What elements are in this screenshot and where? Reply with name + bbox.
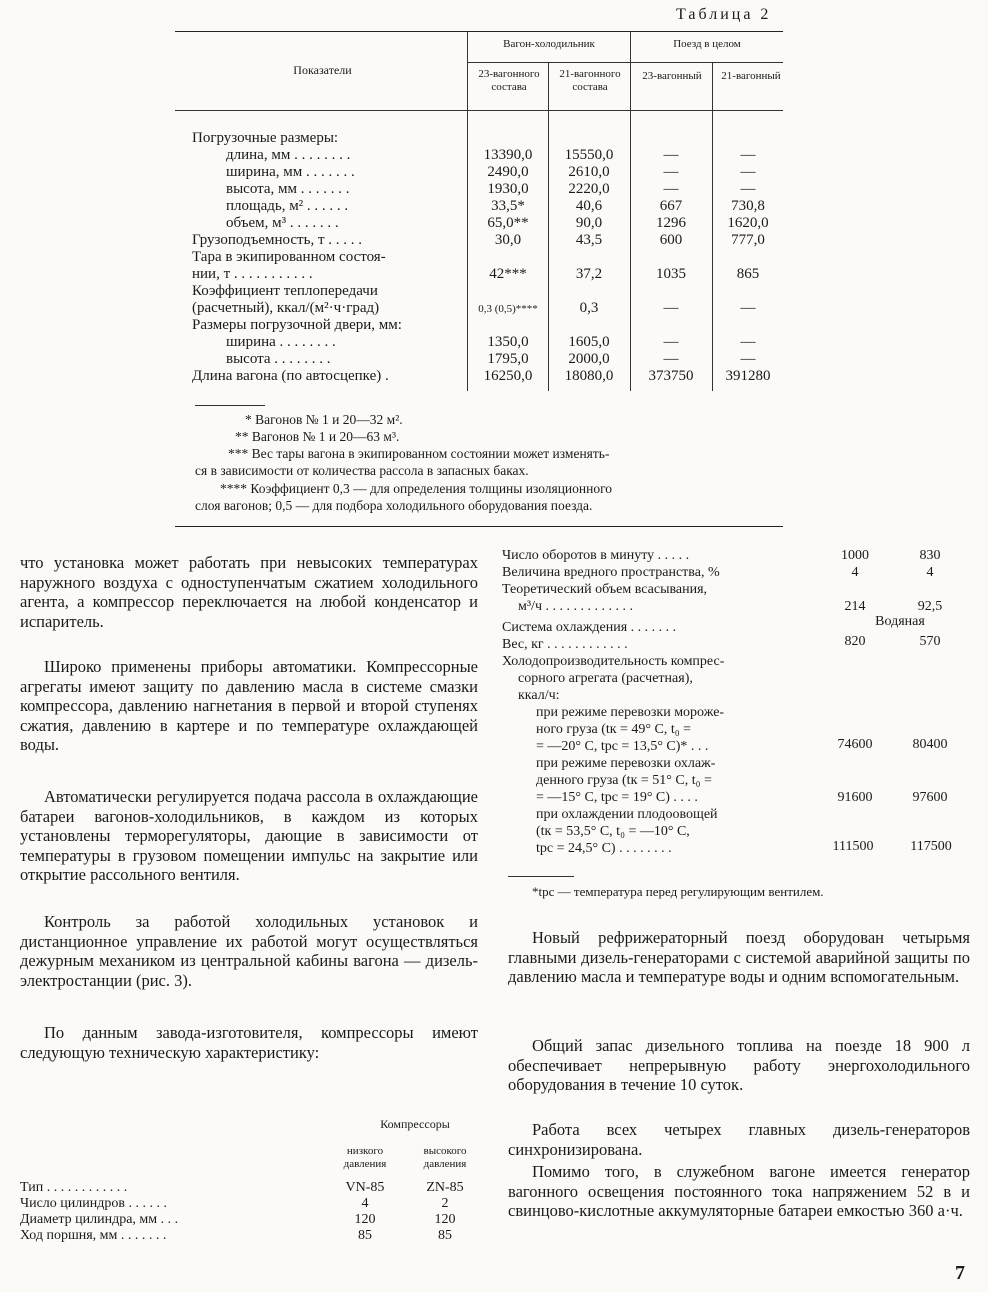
- spec-label: = —20° С, tрс = 13,5° С)* . . .: [536, 739, 709, 754]
- compressor-title: Компрессоры: [380, 1117, 450, 1131]
- row-label: объем, м³ . . . . . . .: [226, 215, 339, 231]
- row-label: высота . . . . . . . .: [226, 351, 331, 367]
- row-value: 1605,0: [568, 334, 610, 350]
- row-value: 42***: [489, 266, 527, 282]
- row-value: —: [663, 300, 679, 316]
- spec-low: 820: [844, 634, 866, 649]
- row-value: —: [663, 164, 679, 180]
- spec-footnote: *tрс — температура перед регулирующим вентилем.: [532, 884, 824, 899]
- footnote-rule: [195, 405, 265, 406]
- row-value: 13390,0: [483, 147, 533, 163]
- row-value: —: [740, 181, 756, 197]
- header-group-car: Вагон-холодильник: [503, 38, 595, 50]
- row-value: 391280: [725, 368, 771, 384]
- left-paragraph-3: Автоматически регулируется подача рассола в охлаждающие батареи вагонов-холодильников, в каждом из которых установлены терморегуляторы, дающие в зависимости от температуры в грузовом помещении импульс на закрытие или открытие рассольного вентиля.: [20, 787, 478, 884]
- right-paragraph-4: Помимо того, в служебном вагоне имеется генератор вагонного освещения постоянного тока напряжением 52 в и свинцово-кислотные аккумуляторные батареи емкостью 360 а·ч.: [508, 1162, 970, 1220]
- row-label: Погрузочные размеры:: [192, 130, 339, 146]
- header-col1: 23-вагонного состава: [478, 68, 540, 93]
- table-footnote: **** Коэффициент 0,3 — для определения толщины изоляционного: [220, 481, 613, 496]
- row-label: Размеры погрузочной двери, мм:: [192, 317, 402, 333]
- spec-label: ного груза (tк = 49° С, t₀ =: [536, 722, 692, 737]
- row-value: 1296: [656, 215, 686, 231]
- row-value: 373750: [648, 368, 694, 384]
- compressor-low-header: низкого давления: [343, 1145, 387, 1170]
- row-label: ширина, мм . . . . . . .: [226, 164, 355, 180]
- row-value: 667: [659, 198, 683, 214]
- row-value: —: [663, 351, 679, 367]
- spec-high: ZN-85: [426, 1180, 464, 1195]
- row-value: 730,8: [731, 198, 765, 214]
- spec-label: при режиме перевозки мороже-: [536, 705, 725, 720]
- spec-high: 2: [441, 1196, 449, 1211]
- row-value: 1035: [656, 266, 686, 282]
- spec-label: Холодопроизводительность компрес-: [502, 654, 725, 669]
- spec-label: денного груза (tк = 51° С, t₀ =: [536, 773, 712, 788]
- compressor-high-header: высокого давления: [423, 1145, 467, 1170]
- spec-high: 570: [919, 634, 941, 649]
- spec-label: при режиме перевозки охлаж-: [536, 756, 716, 771]
- spec-footnote-rule: [508, 876, 574, 877]
- header-col4: 21-вагонный: [721, 70, 781, 82]
- spec-label: Число цилиндров . . . . . .: [20, 1196, 167, 1211]
- spec-low: 120: [354, 1212, 376, 1227]
- row-value: —: [740, 300, 756, 316]
- row-value: 1620,0: [727, 215, 769, 231]
- spec-high: 92,5: [917, 599, 943, 614]
- table-footnote: * Вагонов № 1 и 20—32 м².: [245, 412, 403, 427]
- row-value: 777,0: [731, 232, 765, 248]
- row-value: 1350,0: [487, 334, 529, 350]
- row-value: 2000,0: [568, 351, 610, 367]
- spec-label: Ход поршня, мм . . . . . . .: [20, 1228, 167, 1243]
- header-col2: 21-вагонного состава: [559, 68, 621, 93]
- page-number: 7: [955, 1262, 965, 1284]
- spec-high: 97600: [912, 790, 948, 805]
- spec-label: Число оборотов в минуту . . . . .: [502, 548, 690, 563]
- right-paragraph-3: Работа всех четырех главных дизель-генераторов синхронизирована.: [508, 1120, 970, 1159]
- row-label: Длина вагона (по автосцепке) .: [192, 368, 389, 384]
- spec-label: tрс = 24,5° С) . . . . . . . .: [536, 841, 672, 856]
- spec-high: 117500: [910, 839, 952, 854]
- row-label: высота, мм . . . . . . .: [226, 181, 350, 197]
- right-paragraph-1: Новый рефрижераторный поезд оборудован четырьмя главными дизель-генераторами с системой аварийной защиты по давлению масла и температуре воды и одним вспомогательным.: [508, 928, 970, 986]
- table-footnote: *** Вес тары вагона в экипированном состоянии может изменять-: [228, 446, 610, 461]
- row-value: 30,0: [494, 232, 522, 248]
- spec-label: Теоретический объем всасывания,: [502, 582, 708, 597]
- row-value: —: [663, 181, 679, 197]
- spec-low: 4: [361, 1196, 369, 1211]
- row-value: —: [740, 334, 756, 350]
- row-value: —: [740, 351, 756, 367]
- spec-label: = —15° С, tрс = 19° С) . . . .: [536, 790, 698, 805]
- header-col3: 23-вагонный: [642, 70, 702, 82]
- spec-high: 85: [438, 1228, 452, 1243]
- spec-label: Система охлаждения . . . . . . .: [502, 620, 677, 635]
- spec-low: 74600: [837, 737, 873, 752]
- row-value: 1795,0: [487, 351, 529, 367]
- spec-low: 111500: [832, 839, 874, 854]
- spec-low: 85: [358, 1228, 372, 1243]
- row-value: 1930,0: [487, 181, 529, 197]
- row-value: 15550,0: [564, 147, 614, 163]
- spec-label: (tк = 53,5° С, t₀ = —10° С,: [536, 824, 690, 839]
- table-footnote: слоя вагонов; 0,5 — для подбора холодильного оборудования поезда.: [195, 498, 593, 513]
- row-label: длина, мм . . . . . . . .: [226, 147, 351, 163]
- spec-label: Вес, кг . . . . . . . . . . . .: [502, 637, 628, 652]
- row-value: 2610,0: [568, 164, 610, 180]
- left-paragraph-5: По данным завода-изготовителя, компрессоры имеют следующую техническую характеристику:: [20, 1023, 478, 1062]
- row-label: Грузоподъемность, т . . . . .: [192, 232, 363, 248]
- spec-low: VN-85: [345, 1180, 385, 1195]
- row-value: —: [663, 334, 679, 350]
- spec-label: ккал/ч:: [518, 688, 560, 703]
- row-value: 37,2: [575, 266, 603, 282]
- spec-label: сорного агрегата (расчетная),: [518, 671, 693, 686]
- row-value: —: [740, 164, 756, 180]
- spec-low: 91600: [837, 790, 873, 805]
- left-paragraph-2: Широко применены приборы автоматики. Компрессорные агрегаты имеют защиту по давлению масла в системе смазки компрессора, давлению нагнетания в первой и второй ступенях сжатия, давлению в картере и по температуре охлаждающей воды.: [20, 657, 478, 754]
- row-label: Тара в экипированном состоя-: [192, 249, 386, 265]
- table-rule: [467, 62, 783, 63]
- table-footnote: ** Вагонов № 1 и 20—63 м³.: [235, 429, 400, 444]
- row-value: 2220,0: [568, 181, 610, 197]
- spec-cooling-value: Водяная: [875, 614, 925, 629]
- spec-low: 1000: [841, 548, 869, 563]
- header-group-train: Поезд в целом: [673, 38, 741, 50]
- row-value: —: [663, 147, 679, 163]
- row-value: —: [740, 147, 756, 163]
- row-value: 90,0: [575, 215, 603, 231]
- row-label: площадь, м² . . . . . .: [226, 198, 349, 214]
- row-label: ширина . . . . . . . .: [226, 334, 336, 350]
- left-paragraph-1: что установка может работать при невысоких температурах наружного воздуха с одноступенчатым сжатием холодильного агента, а компрессор переключается на любой конденсатор и испаритель.: [20, 553, 478, 631]
- row-value: 2490,0: [487, 164, 529, 180]
- row-value: 43,5: [575, 232, 603, 248]
- row-label: Коэффициент теплопередачи: [192, 283, 378, 299]
- spec-label: Величина вредного пространства, %: [502, 565, 720, 580]
- row-value: 33,5*: [491, 198, 525, 214]
- spec-high: 120: [434, 1212, 456, 1227]
- row-value: 0,3: [579, 300, 599, 316]
- row-value: 18080,0: [564, 368, 614, 384]
- row-value: 65,0**: [487, 215, 529, 231]
- header-indicators: Показатели: [293, 63, 352, 77]
- right-paragraph-2: Общий запас дизельного топлива на поезде 18 900 л обеспечивает непрерывную работу энергохолодильного оборудования в течение 10 суток.: [508, 1036, 970, 1094]
- spec-low: 214: [844, 599, 866, 614]
- spec-label: Тип . . . . . . . . . . . .: [20, 1180, 128, 1195]
- row-value: 40,6: [575, 198, 603, 214]
- row-label: (расчетный), ккал/(м²·ч·град): [192, 300, 380, 316]
- spec-label: Диаметр цилиндра, мм . . .: [20, 1212, 179, 1227]
- spec-low: 4: [851, 565, 859, 580]
- spec-label: м³/ч . . . . . . . . . . . . .: [518, 599, 633, 614]
- row-value: 600: [659, 232, 683, 248]
- row-value: 865: [736, 266, 760, 282]
- spec-high: 80400: [912, 737, 948, 752]
- row-value: 16250,0: [483, 368, 533, 384]
- row-label: нии, т . . . . . . . . . . .: [192, 266, 313, 282]
- spec-high: 830: [919, 548, 941, 563]
- left-paragraph-4: Контроль за работой холодильных установок и дистанционное управление их работой могут осуществляться дежурным механиком из центральной кабины вагона — дизель-электростанции (рис. 3).: [20, 912, 478, 990]
- table-rule: [175, 110, 783, 111]
- row-value: 0,3 (0,5)****: [478, 303, 538, 315]
- spec-label: при охлаждении плодоовощей: [536, 807, 718, 822]
- spec-high: 4: [926, 565, 934, 580]
- table-caption: Таблица 2: [676, 6, 772, 23]
- table-footnote: ся в зависимости от количества рассола в запасных баках.: [195, 463, 529, 478]
